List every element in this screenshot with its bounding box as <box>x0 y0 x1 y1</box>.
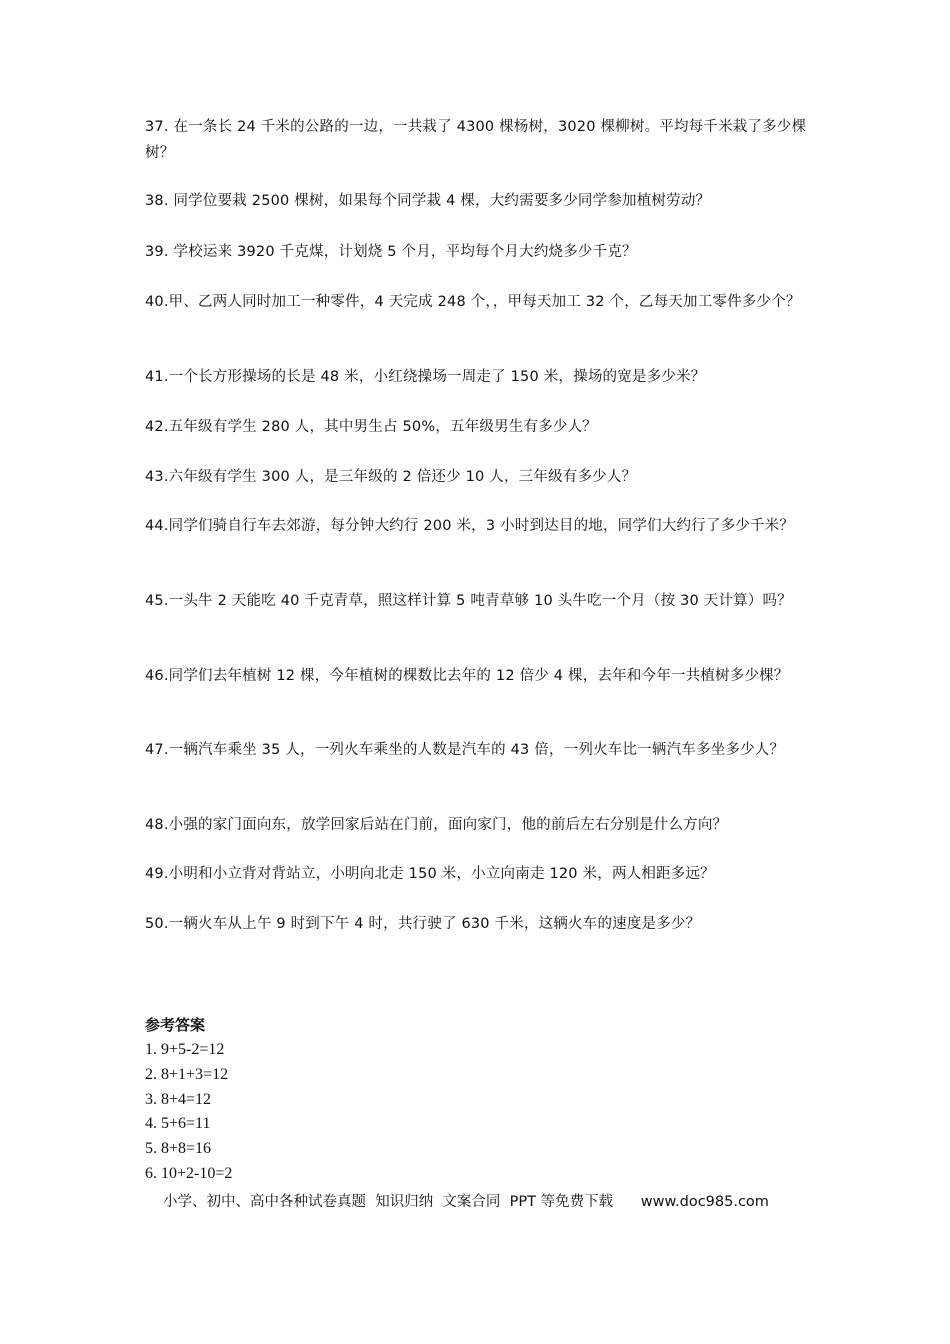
question-41: 41.一个长方形操场的长是 48 米，小红绕操场一周走了 150 米，操场的宽是多少米？ <box>145 369 706 385</box>
question-49: 49.小明和小立背对背站立，小明向北走 150 米，小立向南走 120 米，两人相距多远？ <box>145 866 715 882</box>
question-38: 38. 同学位要栽 2500 棵树，如果每个同学栽 4 棵，大约需要多少同学参加植树劳动？ <box>145 193 711 209</box>
question-43: 43.六年级有学生 300 人，是三年级的 2 倍还少 10 人，三年级有多少人？ <box>145 469 637 485</box>
answer-item: 6. 10+2-10=2 <box>145 1165 233 1182</box>
question-45: 45.一头牛 2 天能吃 40 千克青草，照这样计算 5 吨青草够 10 头牛吃一个月（按 30 天计算）吗？ <box>145 593 792 609</box>
answer-item: 5. 8+8=16 <box>145 1140 212 1157</box>
question-44: 44.同学们骑自行车去郊游，每分钟大约行 200 米，3 小时到达目的地，同学们大约行了多少千米？ <box>145 518 795 534</box>
question-48: 48.小强的家门面向东，放学回家后站在门前，面向家门，他的前后左右分别是什么方向？ <box>145 817 728 833</box>
page-footer <box>163 1190 769 1211</box>
question-46: 46.同学们去年植树 12 棵，今年植树的棵数比去年的 12 倍少 4 棵，去年和今年一共植树多少棵？ <box>145 668 789 684</box>
answer-item: 4. 5+6=11 <box>145 1115 211 1132</box>
answer-item: 2. 8+1+3=12 <box>145 1066 229 1083</box>
footer-url[interactable]: www.doc985.com <box>640 1194 769 1210</box>
answer-item: 1. 9+5-2=12 <box>145 1041 225 1058</box>
answer-item: 3. 8+4=12 <box>145 1091 212 1108</box>
question-39: 39. 学校运来 3920 千克煤，计划烧 5 个月，平均每个月大约烧多少千克？ <box>145 244 637 260</box>
question-42: 42.五年级有学生 280 人，其中男生占 50%，五年级男生有多少人？ <box>145 419 597 435</box>
question-37: 37. 在一条长 24 千米的公路的一边，一共栽了 4300 棵杨树，3020 棵柳树。平均每千米栽了多少棵树？ <box>145 119 807 161</box>
footer-text: 小学、初中、高中各种试卷真题 知识归纳 文案合同 PPT 等免费下载 <box>163 1194 614 1210</box>
question-50: 50.一辆火车从上午 9 时到下午 4 时，共行驶了 630 千米，这辆火车的速度是多少？ <box>145 916 701 932</box>
answer-title: 参考答案 <box>145 1016 206 1034</box>
question-47: 47.一辆汽车乘坐 35 人，一列火车乘坐的人数是汽车的 43 倍，一列火车比一辆汽车多坐多少人？ <box>145 742 785 758</box>
question-40: 40.甲、乙两人同时加工一种零件，4 天完成 248 个，，甲每天加工 32 个，乙每天加工零件多少个？ <box>145 294 801 310</box>
